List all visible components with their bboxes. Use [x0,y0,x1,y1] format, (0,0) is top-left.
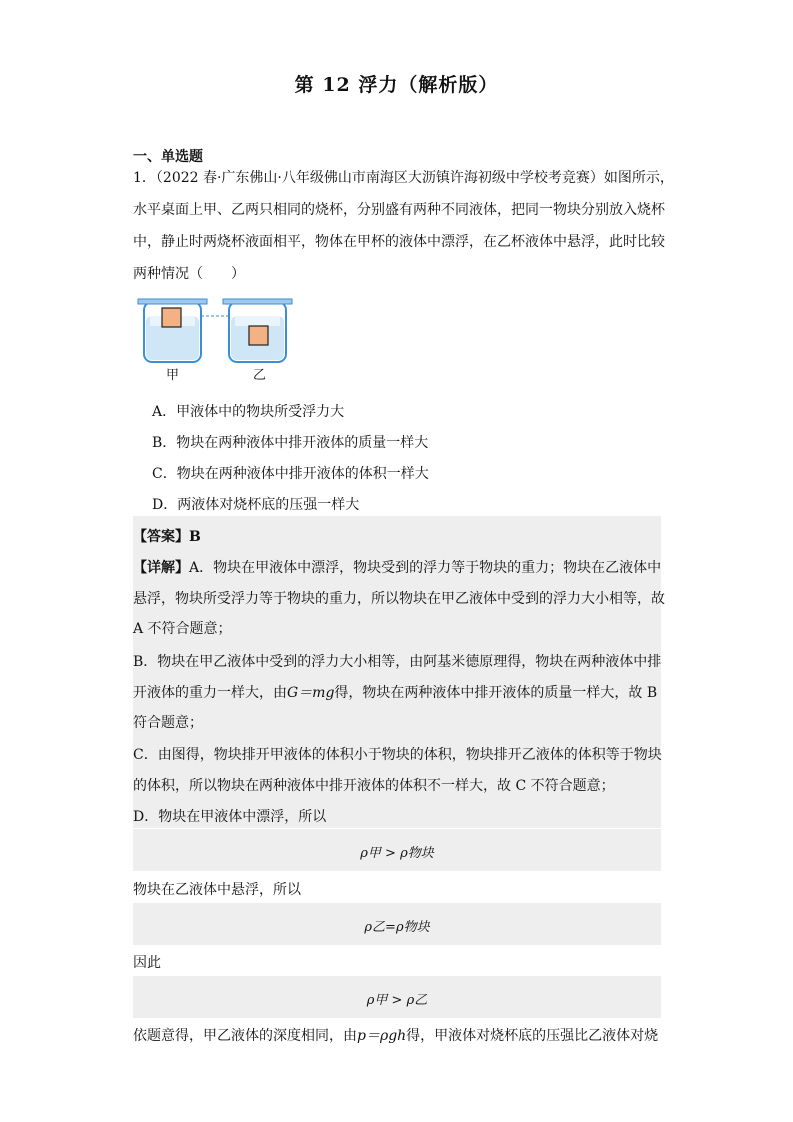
question-line: 1．（2022 春·广东佛山·八年级佛山市南海区大沥镇许海初级中学校考竞赛）如图所示， [133,170,674,186]
option-c: C．物块在两种液体中排开液体的体积一样大 [152,466,429,482]
detail-line-9: D．物块在甲液体中漂浮，所以 [133,809,327,825]
detail-line-1 [133,557,661,577]
beakers-figure [132,294,297,384]
formula-inline: p＝ρgh [357,1028,407,1044]
label-jia: 甲 [166,368,180,383]
question-line: 中，静止时两烧杯液面相平，物体在甲杯的液体中漂浮，在乙杯液体中悬浮，此时比较 [133,234,665,250]
question-line: 两种情况（ ） [133,266,245,282]
detail-line-2: 悬浮，物块所受浮力等于物块的重力，所以物块在甲乙液体中受到的浮力大小相等，故 [133,591,665,607]
text-after-formula-1: 物块在乙液体中悬浮，所以 [133,882,301,898]
block-yi [249,326,268,345]
detail-line-5 [133,682,657,702]
question-stem [133,162,674,290]
block-jia [162,308,181,327]
detail-text: 得，物块在两种液体中排开液体的质量一样大，故 B [334,685,658,701]
detail-line-8: 的体积，所以物块在两种液体中排开液体的体积不一样大，故 C 不符合题意； [133,778,615,794]
formula-1: ρ甲 > ρ物块 [360,846,434,861]
text-after-formula-2: 因此 [133,955,161,971]
option-a: A．甲液体中的物块所受浮力大 [152,404,345,420]
beaker-jia [138,299,207,362]
answer-line [133,526,201,546]
label-yi: 乙 [253,368,267,383]
question-line: 水平桌面上甲、乙两只相同的烧杯，分别盛有两种不同液体，把同一物块分别放入烧杯 [133,202,665,218]
detail-text: 得，甲液体对烧杯底的压强比乙液体对烧 [406,1028,659,1044]
section-heading: 一、单选题 [133,149,203,165]
detail-line-4: B．物块在甲乙液体中受到的浮力大小相等，由阿基米德原理得，物块在两种液体中排 [133,654,662,670]
detail-text: 开液体的重力一样大，由 [133,685,287,701]
beaker-yi [223,299,292,362]
page-title: 第 12 浮力（解析版） [294,74,499,96]
option-d: D．两液体对烧杯底的压强一样大 [152,497,360,513]
option-b: B．物块在两种液体中排开液体的质量一样大 [152,435,429,451]
final-line [133,1025,658,1045]
detail-line-7: C．由图得，物块排开甲液体的体积小于物块的体积，物块排开乙液体的体积等于物块 [133,747,662,763]
formula-2: ρ乙=ρ物块 [364,920,430,935]
detail-text: 依题意得，甲乙液体的深度相同，由 [133,1028,357,1044]
detail-line-3: A 不符合题意； [133,621,232,637]
answer-text: 【答案】B [133,529,201,545]
formula-3: ρ甲 > ρ乙 [366,993,428,1008]
formula-inline: G＝mg [287,685,335,701]
detail-label: 【详解】 [133,560,189,576]
detail-text: A．物块在甲液体中漂浮，物块受到的浮力等于物块的重力；物块在乙液体中 [189,560,662,576]
detail-line-6: 符合题意； [133,715,203,731]
